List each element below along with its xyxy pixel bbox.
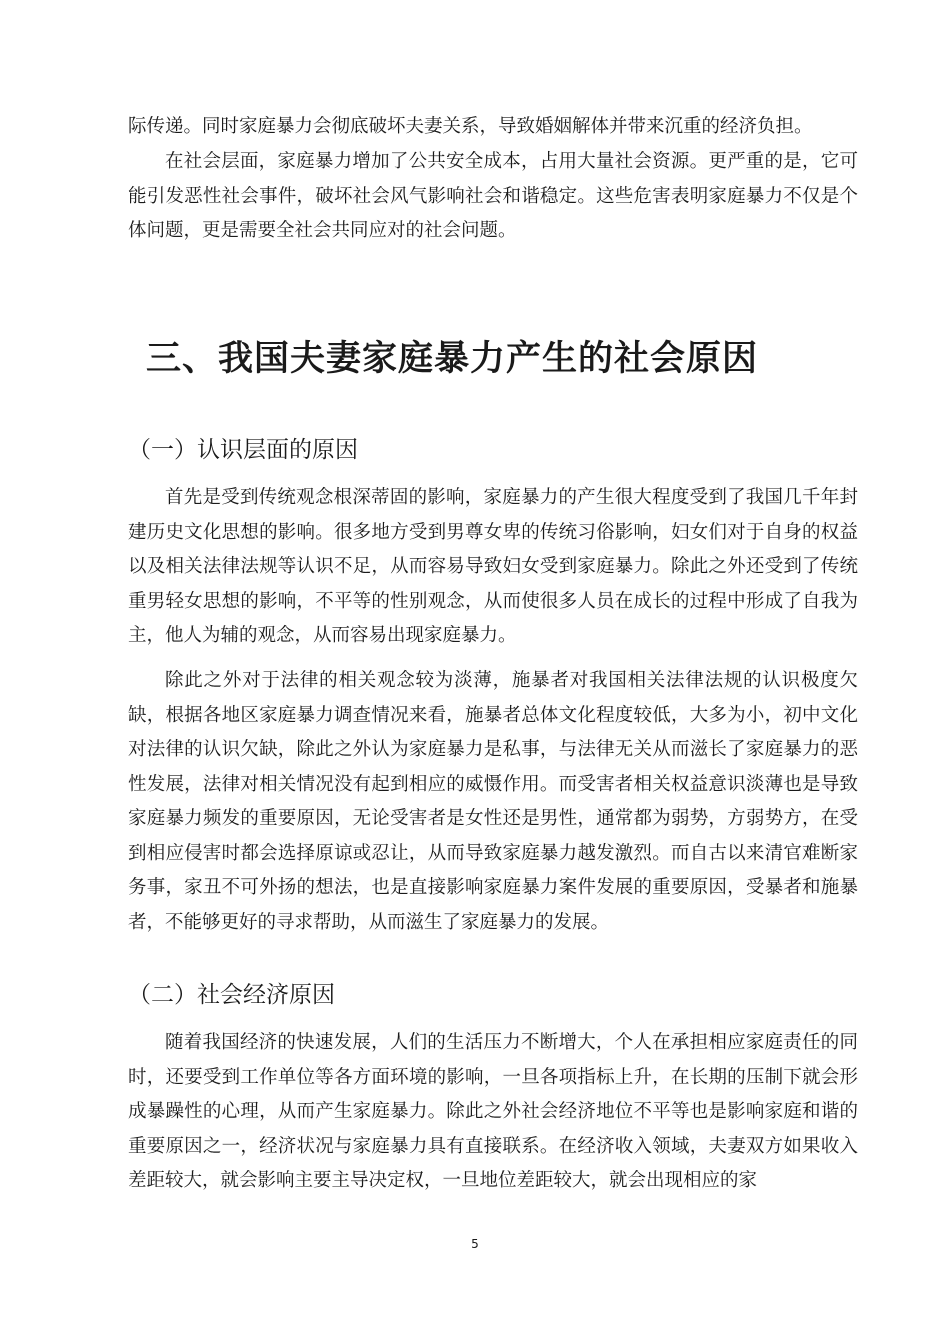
section-heading: 三、我国夫妻家庭暴力产生的社会原因 bbox=[146, 339, 759, 379]
paragraph-social-level: 在社会层面，家庭暴力增加了公共安全成本，占用大量社会资源。更严重的是，它可能引发恶性社会事件，破坏社会风气影响社会和谐稳定。这些危害表明家庭暴力不仅是个体问题，更是需要全社会共同应对的社会问题。 bbox=[128, 151, 858, 241]
page-number: 5 bbox=[471, 1237, 479, 1251]
paragraph-continuation: 际传递。同时家庭暴力会彻底破坏夫妻关系，导致婚姻解体并带来沉重的经济负担。 bbox=[128, 116, 813, 137]
subsection-heading-economic: （二）社会经济原因 bbox=[128, 982, 335, 1008]
subsection-heading-cognitive: （一）认识层面的原因 bbox=[128, 437, 358, 463]
paragraph-traditional-concepts: 首先是受到传统观念根深蒂固的影响，家庭暴力的产生很大程度受到了我国几千年封建历史文化思想的影响。很多地方受到男尊女卑的传统习俗影响，妇女们对于自身的权益以及相关法律法规等认识不足，从而容易导致妇女受到家庭暴力。除此之外还受到了传统重男轻女思想的影响，不平等的性别观念，从而使很多人员在成长的过程中形成了自我为主，他人为辅的观念，从而容易出现家庭暴力。 bbox=[128, 487, 858, 646]
paragraph-economic-pressure: 随着我国经济的快速发展，人们的生活压力不断增大，个人在承担相应家庭责任的同时，还要受到工作单位等各方面环境的影响，一旦各项指标上升，在长期的压制下就会形成暴躁性的心理，从而产生家庭暴力。除此之外社会经济地位不平等也是影响家庭和谐的重要原因之一，经济状况与家庭暴力具有直接联系。在经济收入领域，夫妻双方如果收入差距较大，就会影响主要主导决定权，一旦地位差距较大，就会出现相应的家 bbox=[128, 1032, 858, 1191]
paragraph-legal-awareness: 除此之外对于法律的相关观念较为淡薄，施暴者对我国相关法律法规的认识极度欠缺，根据各地区家庭暴力调查情况来看，施暴者总体文化程度较低，大多为小，初中文化对法律的认识欠缺，除此之外认为家庭暴力是私事，与法律无关从而滋长了家庭暴力的恶性发展，法律对相关情况没有起到相应的威慑作用。而受害者相关权益意识淡薄也是导致家庭暴力频发的重要原因，无论受害者是女性还是男性，通常都为弱势，方弱势方，在受到相应侵害时都会选择原谅或忍让，从而导致家庭暴力越发激烈。而自古以来清官难断家务事，家丑不可外扬的想法，也是直接影响家庭暴力案件发展的重要原因，受暴者和施暴者，不能够更好的寻求帮助，从而滋生了家庭暴力的发展。 bbox=[128, 670, 858, 933]
